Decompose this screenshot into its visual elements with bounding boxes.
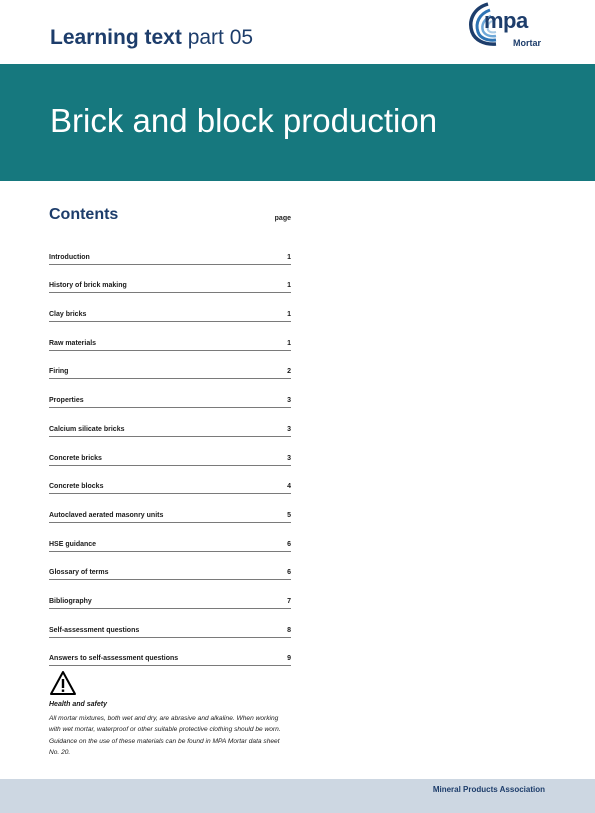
mpa-logo <box>466 2 556 54</box>
toc-entry-page: 6 <box>287 569 291 577</box>
warning-triangle-icon <box>49 670 77 696</box>
toc-entry-label: Raw materials <box>49 339 97 347</box>
toc-entry-page: 9 <box>287 655 291 663</box>
title-banner <box>0 64 595 181</box>
toc-entry-page: 3 <box>287 397 291 405</box>
toc-entry[interactable] <box>49 351 291 380</box>
toc-entry[interactable] <box>49 466 291 495</box>
series-title <box>50 26 253 50</box>
page-header <box>0 0 595 64</box>
series-part: part 05 <box>187 26 254 49</box>
table-of-contents <box>49 236 291 666</box>
toc-entry-label: Glossary of terms <box>49 569 109 577</box>
toc-entry-label: Properties <box>49 397 84 405</box>
toc-entry-page: 7 <box>287 597 291 605</box>
toc-entry-page: 6 <box>287 540 291 548</box>
toc-entry[interactable] <box>49 552 291 581</box>
toc-entry-label: Answers to self-assessment questions <box>49 655 179 663</box>
toc-entry-page: 2 <box>287 368 291 376</box>
footer-organisation: Mineral Products Association <box>432 785 545 794</box>
toc-entry-page: 3 <box>287 425 291 433</box>
series-title-bold: Learning text <box>50 26 182 49</box>
toc-entry-label: Calcium silicate bricks <box>49 425 125 433</box>
toc-entry-label: Firing <box>49 368 69 376</box>
toc-entry-page: 1 <box>287 282 291 290</box>
contents-heading: Contents <box>49 206 119 223</box>
toc-entry-label: Clay bricks <box>49 311 87 319</box>
toc-entry[interactable] <box>49 523 291 552</box>
toc-entry-label: Autoclaved aerated masonry units <box>49 511 164 519</box>
toc-entry-label: History of brick making <box>49 282 127 290</box>
page-footer <box>0 779 595 813</box>
toc-entry[interactable] <box>49 293 291 322</box>
toc-entry-page: 5 <box>287 511 291 519</box>
toc-entry[interactable] <box>49 379 291 408</box>
toc-entry[interactable] <box>49 609 291 638</box>
page-title: Brick and block production <box>50 102 438 139</box>
health-safety-title: Health and safety <box>49 701 107 708</box>
logo-text: mpa <box>484 8 528 33</box>
toc-entry[interactable] <box>49 408 291 437</box>
page-column-label: page <box>274 215 291 222</box>
logo-subtext: Mortar <box>513 38 542 48</box>
toc-entry-label: Introduction <box>49 253 90 261</box>
toc-entry-page: 3 <box>287 454 291 462</box>
toc-entry[interactable] <box>49 236 291 265</box>
toc-entry[interactable] <box>49 494 291 523</box>
toc-entry-label: HSE guidance <box>49 540 97 548</box>
toc-entry-page: 1 <box>287 339 291 347</box>
health-safety-text: All mortar mixtures, both wet and dry, are abrasive and alkaline. When working with wet mortar, waterproof or other suitable protective clothing should be worn. Guidance on the use of these materials can be found in MPA Mortar data sheet No. 20. <box>49 715 281 757</box>
toc-entry-page: 4 <box>287 483 291 491</box>
toc-entry-label: Bibliography <box>49 597 92 605</box>
toc-entry-label: Self-assessment questions <box>49 626 140 634</box>
toc-entry[interactable] <box>49 265 291 294</box>
toc-entry[interactable] <box>49 437 291 466</box>
toc-entry-label: Concrete blocks <box>49 483 104 491</box>
toc-entry[interactable] <box>49 638 291 667</box>
toc-entry-page: 1 <box>287 253 291 261</box>
toc-entry-page: 1 <box>287 311 291 319</box>
toc-entry[interactable] <box>49 322 291 351</box>
toc-entry-page: 8 <box>287 626 291 634</box>
toc-entry[interactable] <box>49 580 291 609</box>
toc-entry-label: Concrete bricks <box>49 454 102 462</box>
